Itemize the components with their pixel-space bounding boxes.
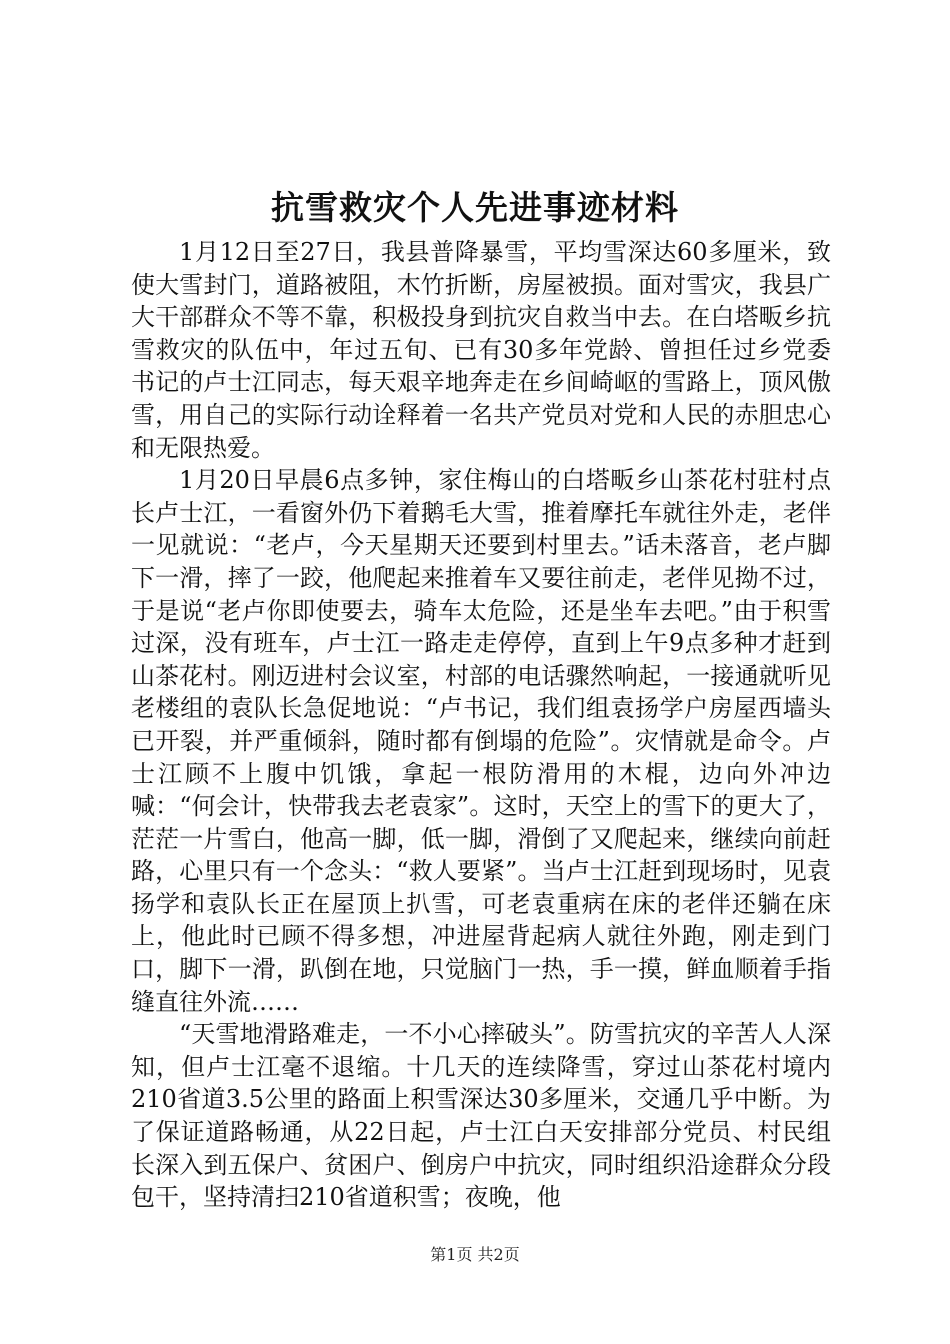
paragraph-3: “天雪地滑路难走，一不小心摔破头”。防雪抗灾的辛苦人人深知，但卢士江毫不退缩。十几天的连续降雪，穿过山茶花村境内210省道3.5公里的路面上积雪深达30多厘米，交通几乎中断。为了保证道路畅通，从22日起，卢士江白天安排部分党员、村民组长深入到五保户、贫困户、倒房户中抗灾，同时组织沿途群众分段包干，坚持清扫210省道积雪；夜晚，他	[131, 1020, 831, 1212]
paragraph-2: 1月20日早晨6点多钟，家住梅山的白塔畈乡山茶花村驻村点长卢士江，一看窗外仍下着鹅毛大雪，推着摩托车就往外走，老伴一见就说：“老卢，今天星期天还要到村里去。”话未落音，老卢脚下一滑，摔了一跤，他爬起来推着车又要往前走，老伴见拗不过，于是说“老卢你即使要去，骑车太危险，还是坐车去吧。”由于积雪过深，没有班车，卢士江一路走走停停，直到上午9点多种才赶到山茶花村。刚迈进村会议室，村部的电话骤然响起，一接通就听见老楼组的袁队长急促地说：“卢书记，我们组袁扬学户房屋西墙头已开裂，并严重倾斜，随时都有倒塌的危险”。灾情就是命令。卢士江顾不上腹中饥饿，拿起一根防滑用的木棍，边向外冲边喊：“何会计，快带我去老袁家”。这时，天空上的雪下的更大了，茫茫一片雪白，他高一脚，低一脚，滑倒了又爬起来，继续向前赶路，心里只有一个念头：“救人要紧”。当卢士江赶到现场时，见袁扬学和袁队长正在屋顶上扒雪，可老袁重病在床的老伴还躺在床上，他此时已顾不得多想，冲进屋背起病人就往外跑，刚走到门口，脚下一滑，趴倒在地，只觉脑门一热，手一摸，鲜血顺着手指缝直往外流……	[131, 466, 831, 1016]
document-title: 抗雪救灾个人先进事迹材料	[271, 188, 679, 227]
paragraph-1: 1月12日至27日，我县普降暴雪，平均雪深达60多厘米，致使大雪封门，道路被阻，木竹折断，房屋被损。面对雪灾，我县广大干部群众不等不靠，积极投身到抗灾自救当中去。在白塔畈乡抗雪救灾的队伍中，年过五旬、已有30多年党龄、曾担任过乡党委书记的卢士江同志，每天艰辛地奔走在乡间崎岖的雪路上，顶风傲雪，用自己的实际行动诠释着一名共产党员对党和人民的赤胆忠心和无限热爱。	[131, 238, 831, 462]
page-number-footer: 第1页 共2页	[430, 1245, 520, 1264]
document-body	[131, 236, 831, 1214]
